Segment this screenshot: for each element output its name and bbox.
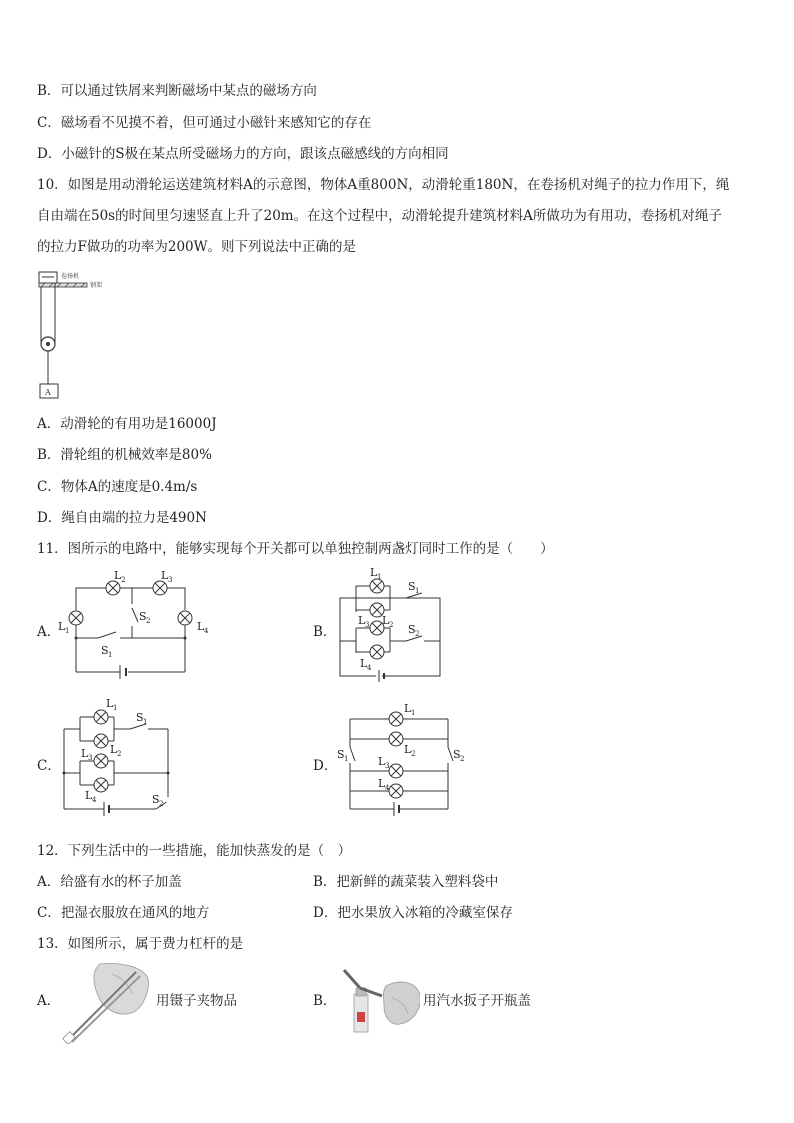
svg-text:4: 4 [385,784,390,792]
svg-text:L: L [358,614,366,627]
tweezers-photo [60,960,152,1044]
svg-text:L: L [81,747,89,760]
svg-text:2: 2 [389,621,394,629]
svg-text:2: 2 [121,576,126,584]
svg-text:1: 1 [108,651,113,659]
svg-text:L: L [106,697,114,710]
svg-text:3: 3 [365,621,370,629]
svg-text:1: 1 [65,627,70,635]
svg-text:1: 1 [415,587,420,595]
svg-text:1: 1 [143,718,148,726]
q12-stem: 12．下列生活中的一些措施，能加快蒸发的是（ ） [37,843,352,859]
svg-text:S: S [139,610,147,623]
q11-option-d-label: D． [313,758,338,774]
q10-stem-line3: 的拉力F做功的功率为200W。则下列说法中正确的是 [37,239,357,255]
pulley-diagram [35,268,115,400]
q11-stem: 11．图所示的电路中，能够实现每个开关都可以单独控制两盏灯同时工作的是（ ） [37,541,554,557]
circuit-b [334,566,444,688]
svg-text:2: 2 [159,800,164,808]
q10-option-d: D．绳自由端的拉力是490N [37,510,207,526]
q13-option-a-caption: 用镊子夹物品 [156,993,237,1009]
svg-text:S: S [152,793,160,806]
svg-text:L: L [360,657,368,670]
svg-text:S: S [337,748,345,761]
q10-stem-line1: 10．如图是用动滑轮运送建筑材料A的示意图，物体A重800N，动滑轮重180N，在卷扬机对绳子的拉力作用下，绳 [37,177,730,193]
frame-label: 钢架 [90,282,103,289]
svg-text:L: L [378,777,386,790]
q10-option-b: B．滑轮组的机械效率是80% [37,447,212,463]
svg-text:L: L [85,789,93,802]
q10-option-a: A．动滑轮的有用功是16000J [37,416,217,432]
q12-option-d: D．把水果放入冰箱的冷藏室保存 [313,905,513,921]
q11-option-c-label: C． [37,758,61,774]
svg-text:L: L [404,743,412,756]
svg-text:2: 2 [146,617,151,625]
svg-text:S: S [408,580,416,593]
svg-text:1: 1 [344,755,349,763]
svg-text:S: S [453,748,461,761]
svg-text:3: 3 [88,754,93,762]
svg-text:S: S [408,623,416,636]
svg-text:2: 2 [411,750,416,758]
bottle-opener-photo [340,968,420,1034]
svg-text:S: S [101,644,109,657]
svg-text:3: 3 [168,576,173,584]
q13-option-a-label: A． [37,993,61,1009]
circuit-c [58,697,176,821]
svg-text:L: L [378,755,386,768]
svg-text:L: L [197,620,205,633]
steel-frame [39,283,87,287]
svg-text:3: 3 [385,762,390,770]
circuit-a [58,568,218,684]
svg-text:1: 1 [411,709,416,717]
svg-text:4: 4 [204,627,209,635]
q9-option-d: D．小磁针的S极在某点所受磁场力的方向，跟该点磁感线的方向相同 [37,146,449,162]
winch-label: 卷扬机 [61,273,80,280]
q9-option-c: C．磁场看不见摸不着，但可通过小磁针来感知它的存在 [37,115,372,131]
q10-option-c: C．物体A的速度是0.4m/s [37,479,198,495]
svg-text:S: S [136,711,144,724]
svg-text:1: 1 [377,573,382,581]
svg-text:4: 4 [92,796,97,804]
svg-text:L: L [382,614,390,627]
svg-text:4: 4 [367,664,372,672]
q12-option-b: B．把新鲜的蔬菜装入塑料袋中 [313,874,499,890]
svg-text:2: 2 [415,630,420,638]
q11-option-a-label: A． [37,624,61,640]
svg-text:2: 2 [460,755,465,763]
svg-text:2: 2 [117,750,122,758]
svg-text:L: L [114,569,122,582]
svg-text:L: L [110,743,118,756]
svg-text:L: L [370,566,378,579]
q12-option-a: A．给盛有水的杯子加盖 [37,874,182,890]
svg-text:L: L [161,569,169,582]
q13-stem: 13．如图所示，属于费力杠杆的是 [37,936,244,952]
svg-text:1: 1 [113,704,118,712]
svg-text:L: L [58,620,66,633]
q10-stem-line2: 自由端在50s的时间里匀速竖直上升了20m。在这个过程中，动滑轮提升建筑材料A所做功为有用功，卷扬机对绳子 [37,208,722,224]
object-a-label: A [45,388,51,397]
q12-option-c: C．把湿衣服放在通风的地方 [37,905,210,921]
q11-option-b-label: B． [313,624,337,640]
q9-option-b: B．可以通过铁屑来判断磁场中某点的磁场方向 [37,83,317,99]
circuit-d [334,701,468,819]
svg-text:L: L [404,702,412,715]
q13-option-b-label: B． [313,993,337,1009]
q13-option-b-caption: 用汽水扳子开瓶盖 [423,993,531,1009]
